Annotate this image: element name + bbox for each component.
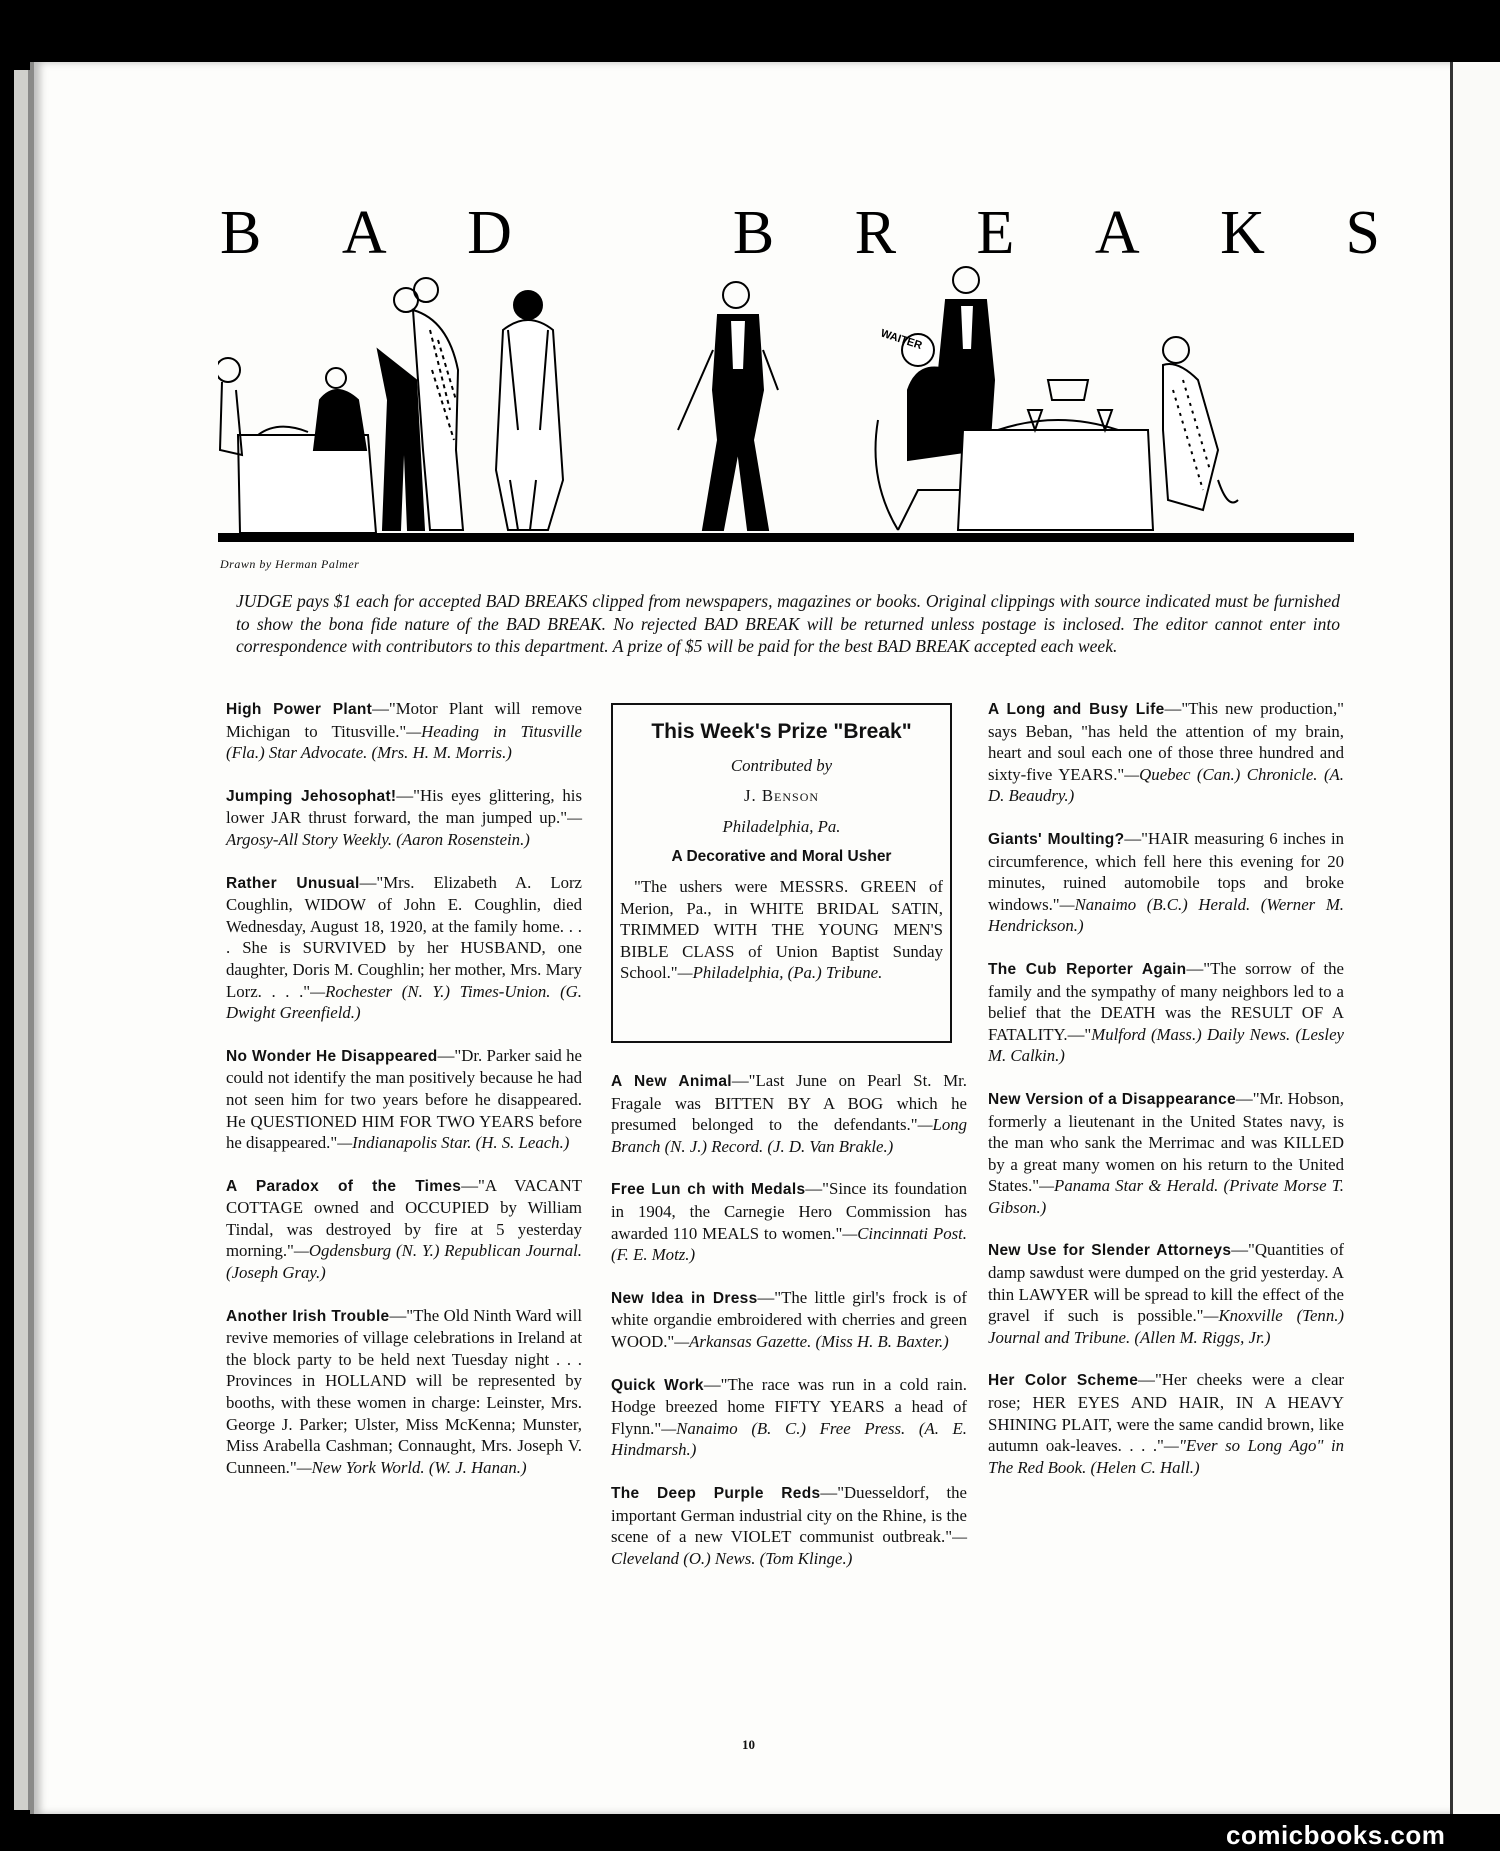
clipping-heading: A New Animal	[611, 1073, 732, 1090]
title-letter: B	[732, 199, 775, 267]
clipping-heading: New Use for Slender Attorneys	[988, 1242, 1232, 1260]
clipping	[988, 828, 1344, 937]
clipping-heading: High Power Plant	[226, 701, 373, 718]
clipping-heading: Her Color Scheme	[988, 1372, 1139, 1390]
clipping-quote: —"Motor Plant will remove Michigan to Titusville."	[226, 699, 583, 741]
clipping-quote: —"The Old Ninth Ward will revive memories of village celebrations in Ireland at the block party to be held next Tuesday night . . . Provinces in HOLLAND will be represented by booths, with these women in charge: Leinster, Mrs. George J. Parker; Ulster, Miss McKenna; Munster, Miss Arabella Cashman; Connaught, Mrs. Joseph V. Cunneen."	[226, 1305, 582, 1477]
prize-source: —Philadelphia, (Pa.) Tribune.	[677, 963, 883, 983]
clipping	[226, 1305, 582, 1479]
column-2	[611, 1070, 967, 1590]
column-1	[226, 698, 582, 1499]
prize-body	[620, 876, 943, 984]
clipping-heading: No Wonder He Disappeared	[226, 1047, 438, 1065]
clipping-source: —Cincinnati Post. (F. E. Motz.)	[611, 1223, 968, 1265]
clipping-source: —Panama Star & Herald. (Private Morse T. Gibson.)	[988, 1176, 1344, 1217]
clipping-quote: —"Dr. Parker said he could not identify the man positively because he had not seen him for two years before he disappeared. He QUESTIONED HIM FOR TWO YEARS before he disappeared."	[226, 1045, 582, 1153]
title-letter: A	[341, 199, 387, 267]
illustration-credit: Drawn by Herman Palmer	[220, 557, 360, 571]
title-letter: B	[220, 199, 262, 267]
clipping-quote: —"A VACANT COTTAGE owned and OCCUPIED by William Tindal, was destroyed by fire at 5 yesterday morning."	[226, 1175, 582, 1261]
clipping-quote: —"Mrs. Elizabeth A. Lorz Coughlin, WIDOW of John E. Coughlin, died Wednesday, August 18, 1920, at the family home. . . . She is SURVIVED by her HUSBAND, one daughter, Doris M. Coughlin; her mother, Mrs. Mary Lorz. . . ."	[226, 872, 582, 1001]
clipping-source: —Ogdensburg (N. Y.) Republican Journal. (Joseph Gray.)	[226, 1241, 582, 1283]
clipping-heading: New Version of a Disappearance	[988, 1090, 1236, 1108]
prize-title: This Week's Prize "Break"	[651, 720, 912, 743]
clipping	[611, 1482, 967, 1569]
clipping-source: —Nanaimo (B. C.) Free Press. (A. E. Hindmarsh.)	[611, 1418, 967, 1460]
intro-paragraph: JUDGE pays $1 each for accepted BAD BREAKS clipped from newspapers, magazines or books. Original clippings with source indicated must be furnished to show the bona fide nature of the BAD BREAK. No rejected BAD BREAK will be returned unless postage is inclosed. The editor cannot enter into correspondence with contributors to this department. A prize of $5 will be paid for the best BAD BREAK accepted each week.	[236, 591, 1340, 656]
clipping-quote: —"Since its foundation in 1904, the Carnegie Hero Commission has awarded 110 MEALS to women."	[611, 1179, 967, 1243]
clipping-source: —Heading in Titusville (Fla.) Star Advocate. (Mrs. H. M. Morris.)	[226, 721, 582, 763]
prize-quote: "The ushers were MESSRS. GREEN of Merion, Pa., in WHITE BRIDAL SATIN, TRIMMED WITH THE YOUNG MEN'S BIBLE CLASS of Union Baptist Sunday School."	[620, 876, 943, 983]
title-letter: D	[467, 199, 512, 267]
clipping	[611, 1287, 967, 1353]
clipping-heading: New Idea in Dress	[611, 1289, 758, 1307]
clipping	[988, 958, 1344, 1067]
clipping-quote: —"Duesseldorf, the important German industrial city on the Rhine, is the scene of a new VIOLET communist outbreak."	[611, 1482, 967, 1547]
clipping-source: —Quebec (Can.) Chronicle. (A. D. Beaudry.)	[988, 764, 1345, 806]
clipping-source: —Indianapolis Star. (H. S. Leach.)	[337, 1133, 570, 1153]
clipping-source: Mulford (Mass.) Daily News. (Lesley M. Calkin.)	[988, 1024, 1344, 1066]
page-number: 10	[742, 1737, 755, 1752]
prize-heading: A Decorative and Moral Usher	[671, 848, 892, 866]
clipping-quote: —"HAIR measuring 6 inches in circumference, which fell here this evening for 20 minutes, ruined automobile tops and broke windows."	[988, 828, 1344, 914]
clipping	[988, 1239, 1344, 1348]
clipping	[226, 1175, 582, 1284]
clipping	[611, 1070, 967, 1157]
clipping	[226, 785, 582, 851]
clipping	[988, 698, 1344, 807]
title-letter: R	[854, 199, 897, 267]
clipping-heading: Rather Unusual	[226, 874, 360, 892]
clipping-source: —"Ever so Long Ago" in The Red Book. (Helen C. Hall.)	[988, 1436, 1344, 1477]
clipping	[226, 698, 582, 764]
page-edge	[14, 70, 30, 1810]
clipping-heading: Free Lun ch with Medals	[611, 1181, 806, 1199]
clipping-quote: —"Mr. Hobson, formerly a lieutenant in the United States navy, is the man who sank the Merrimac and was KILLED by a great many women on his return to the United States."	[988, 1088, 1345, 1196]
prize-contributor-name: J. Benson	[743, 786, 820, 806]
clipping-source: —New York World. (W. J. Hanan.)	[296, 1457, 527, 1477]
clipping	[611, 1374, 967, 1461]
clipping-quote: —"Last June on Pearl St. Mr. Fragale was BITTEN BY A BOG which he presumed belonged to the defendants."	[611, 1071, 967, 1135]
clipping-heading: Quick Work	[611, 1376, 704, 1394]
clipping-quote: —"Quantities of damp sawdust were dumped on the grid yesterday. A thin LAWYER will be spread to kill the effect of the gravel if such is possible."	[988, 1240, 1344, 1326]
title-letter: K	[1220, 199, 1265, 267]
clipping	[611, 1178, 967, 1265]
prize-contributed: Contributed by	[730, 755, 833, 775]
clipping	[988, 1369, 1344, 1478]
clipping-quote: —"The race was run in a cold rain. Hodge breezed home FIFTY YEARS a head of Flynn."	[611, 1374, 967, 1438]
clipping-heading: Another Irish Trouble	[226, 1307, 390, 1325]
restaurant-illustration	[218, 250, 1354, 550]
clipping-quote: —"This new production," says Beban, "has held the attention of my brain, heart and soul each one of those three hundred and sixty-five YEARS."	[988, 699, 1344, 784]
clipping-source: —Rochester (N. Y.) Times-Union. (G. Dwight Greenfield.)	[226, 981, 582, 1023]
waiter-sign-text: WAITER	[879, 327, 924, 353]
clipping-quote: —"His eyes glittering, his lower JAR thrust forward, the man jumped up."	[226, 785, 582, 828]
clipping	[988, 1088, 1344, 1219]
clipping	[226, 1045, 582, 1154]
clipping-quote: —"The sorrow of the family and the sympathy of many neighbors led to a belief that the DEATH was the RESULT OF A FATALITY.—"	[988, 958, 1344, 1044]
clipping-quote: —"Her cheeks were a clear rose; HER EYES AND HAIR, IN A HEAVY SHINING PLAIT, were the same candid brown, like autumn oak-leaves. . . ."	[988, 1370, 1344, 1456]
clipping-source: —Long Branch (N. J.) Record. (J. D. Van Brakle.)	[611, 1115, 967, 1156]
clipping-heading: The Deep Purple Reds	[611, 1484, 821, 1502]
prize-place: Philadelphia, Pa.	[722, 816, 841, 836]
title-letter: S	[1345, 199, 1380, 267]
clipping-source: —Argosy-All Story Weekly. (Aaron Rosenstein.)	[226, 808, 582, 849]
title-letter: A	[1094, 199, 1140, 267]
clipping-source: —Arkansas Gazette. (Miss H. B. Baxter.)	[674, 1331, 949, 1351]
column-3	[988, 698, 1344, 1499]
clipping	[226, 872, 582, 1024]
prize-box	[611, 703, 952, 1043]
clipping-heading: Jumping Jehosophat!	[226, 787, 397, 805]
clipping-source: —Knoxville (Tenn.) Journal and Tribune. (Allen M. Riggs, Jr.)	[988, 1306, 1344, 1347]
clipping-source: —Cleveland (O.) News. (Tom Klinge.)	[611, 1527, 967, 1568]
facing-page-edge	[1450, 62, 1500, 1814]
clipping-heading: A Long and Busy Life	[988, 701, 1165, 718]
clipping-source: —Nanaimo (B.C.) Herald. (Werner M. Hendrickson.)	[988, 894, 1344, 936]
site-watermark: comicbooks.com	[1226, 1820, 1446, 1850]
clipping-heading: A Paradox of the Times	[226, 1177, 462, 1195]
clipping-heading: The Cub Reporter Again	[988, 960, 1187, 978]
clipping-heading: Giants' Moulting?	[988, 830, 1125, 848]
clipping-quote: —"The little girl's frock is of white organdie embroidered with cherries and green WOOD."	[611, 1287, 967, 1351]
title-letter: E	[976, 199, 1015, 267]
